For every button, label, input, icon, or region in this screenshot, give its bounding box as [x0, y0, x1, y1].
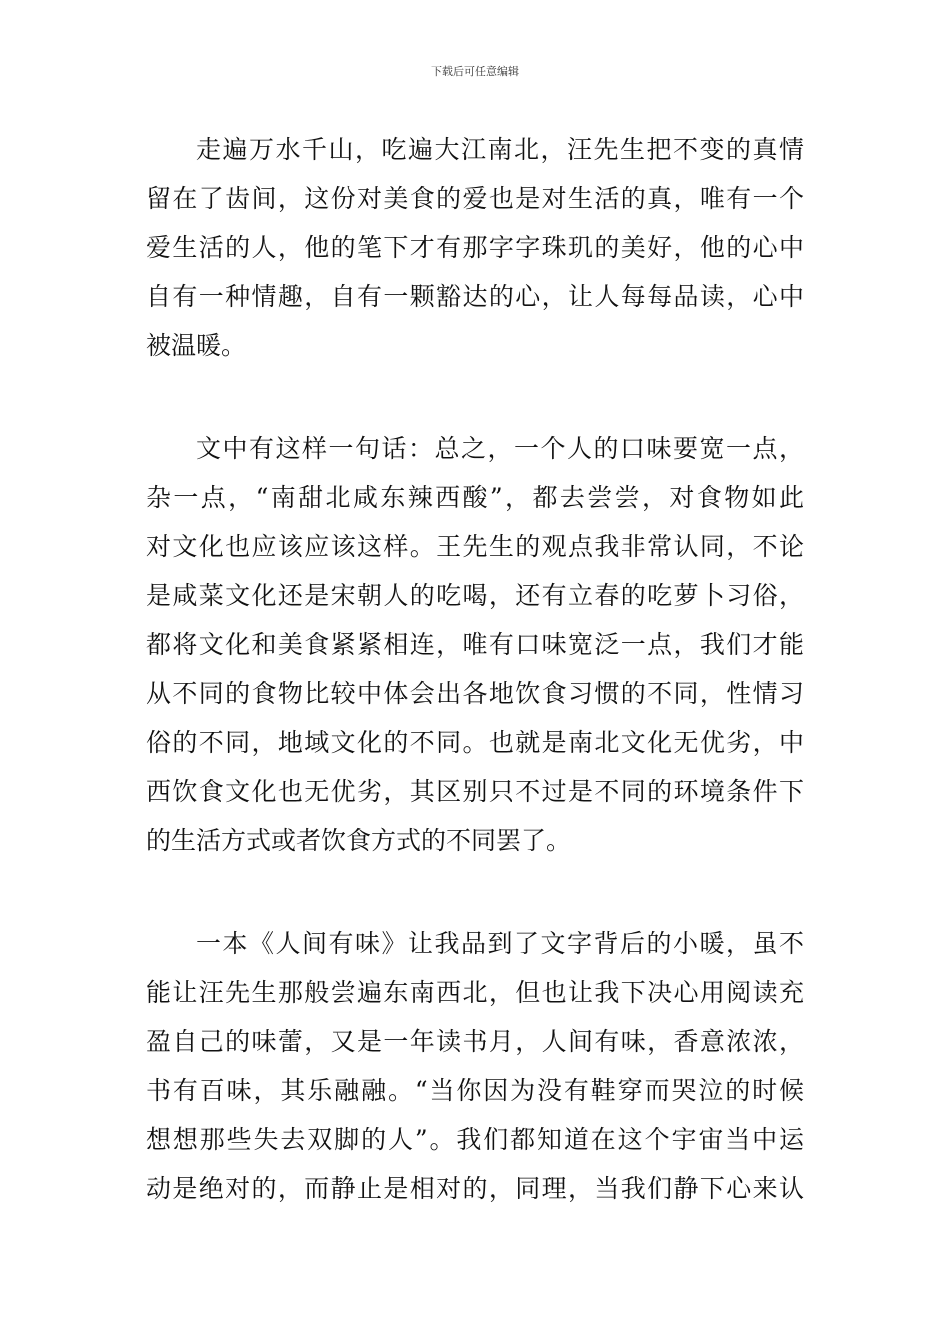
- text-line: 是咸菜文化还是宋朝人的吃喝，还有立春的吃萝卜习俗，: [146, 581, 804, 610]
- text-line: 动是绝对的，而静止是相对的，同理，当我们静下心来认: [146, 1174, 804, 1203]
- text-line: 的生活方式或者饮食方式的不同罢了。: [146, 826, 572, 855]
- text-line: 想想那些失去双脚的人”。我们都知道在这个宇宙当中运: [146, 1125, 804, 1154]
- text-line: 走遍万水千山，吃遍大江南北，汪先生把不变的真情: [196, 135, 804, 164]
- text-line: 西饮食文化也无优劣，其区别只不过是不同的环境条件下: [146, 777, 804, 806]
- text-line: 对文化也应该应该这样。王先生的观点我非常认同，不论: [146, 532, 804, 561]
- text-line: 自有一种情趣，自有一颗豁达的心，让人每每品读，心中: [146, 282, 804, 311]
- text-line: 留在了齿间，这份对美食的爱也是对生活的真，唯有一个: [146, 184, 804, 213]
- text-line: 书有百味，其乐融融。“当你因为没有鞋穿而哭泣的时候: [146, 1076, 804, 1105]
- paragraph-2: [146, 424, 804, 865]
- text-line: 俗的不同，地域文化的不同。也就是南北文化无优劣，中: [146, 728, 804, 757]
- text-line: 一本《人间有味》让我品到了文字背后的小暖，虽不: [196, 929, 804, 958]
- paragraph-3: [146, 919, 804, 1213]
- text-line: 都将文化和美食紧紧相连，唯有口味宽泛一点，我们才能: [146, 630, 804, 659]
- page-header: 下载后可任意编辑: [431, 65, 519, 78]
- paragraph-1: [146, 125, 804, 370]
- text-line: 被温暖。: [146, 331, 247, 360]
- text-line: 文中有这样一句话：总之，一个人的口味要宽一点，: [196, 434, 804, 463]
- text-line: 爱生活的人，他的笔下才有那字字珠玑的美好，他的心中: [146, 233, 804, 262]
- text-line: 盈自己的味蕾，又是一年读书月，人间有味，香意浓浓，: [146, 1027, 804, 1056]
- text-line: 杂一点，“南甜北咸东辣西酸”，都去尝尝，对食物如此: [146, 483, 804, 512]
- text-line: 从不同的食物比较中体会出各地饮食习惯的不同，性情习: [146, 679, 804, 708]
- text-line: 能让汪先生那般尝遍东南西北，但也让我下决心用阅读充: [146, 978, 804, 1007]
